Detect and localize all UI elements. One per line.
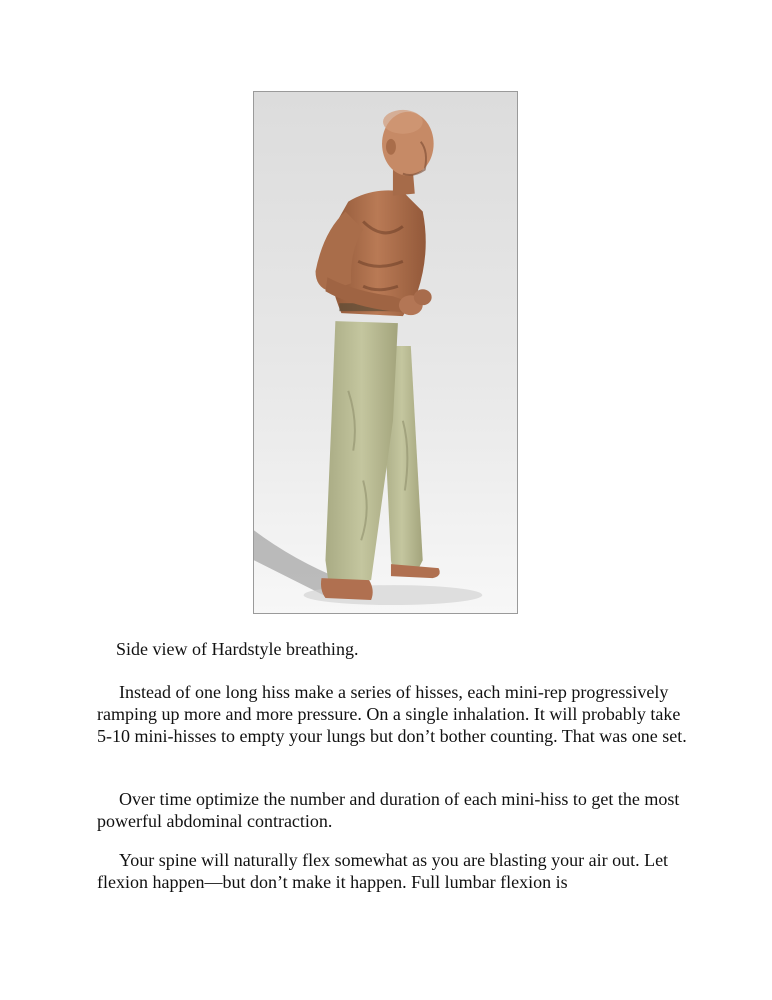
body-paragraph: Instead of one long hiss make a series of hisses, each mini-rep progressively ramping up more and more pressure. On a single inhalation. It will probably take 5-10 mini-hisses to empty your lungs but don’t bother counting. That was one set. — [97, 682, 687, 746]
man-side-view-illustration — [254, 92, 517, 613]
figure-photo — [253, 91, 518, 614]
body-paragraph: Your spine will naturally flex somewhat as you are blasting your air out. Let flexion happen—but don’t make it happen. Full lumbar flexion is — [97, 850, 669, 892]
body-paragraph: Over time optimize the number and duration of each mini-hiss to get the most powerful abdominal contraction. — [97, 789, 680, 831]
figure-caption: Side view of Hardstyle breathing. — [116, 639, 359, 659]
